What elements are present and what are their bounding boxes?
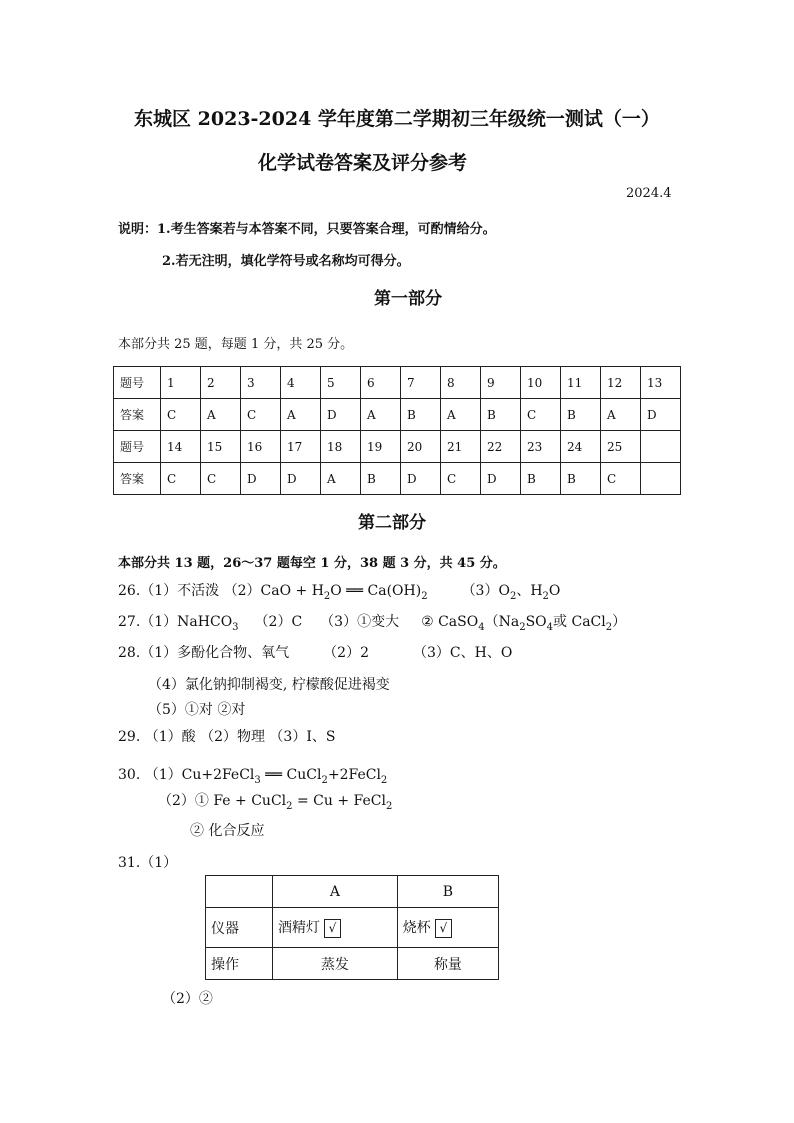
table-cell [206, 876, 273, 908]
instrument-a: 酒精灯 [278, 920, 320, 937]
part-two-intro: 本部分共 13 题，26～37 题每空 1 分，38 题 3 分，共 45 分。 [118, 556, 506, 571]
table-cell: B [561, 463, 601, 495]
table-cell: 23 [521, 431, 561, 463]
table-cell: 称量 [397, 948, 498, 980]
table-cell: 15 [201, 431, 241, 463]
table-cell: 10 [521, 367, 561, 399]
table-cell: D [321, 399, 361, 431]
answer-text: 30. （1）Cu+2FeCl [118, 767, 255, 783]
table-cell: C [521, 399, 561, 431]
answer-31-2: （2）② [162, 991, 213, 1007]
part-one-intro: 本部分共 25 题，每题 1 分，共 25 分。 [118, 337, 354, 352]
table-cell: A [361, 399, 401, 431]
table-row [206, 876, 499, 908]
table-cell: C [241, 399, 281, 431]
subscript: 2 [421, 590, 428, 602]
answer-text: 26.（1）不活泼 （2）CaO + H [118, 583, 324, 599]
table-cell: D [241, 463, 281, 495]
answer-27 [118, 611, 626, 633]
answer-30-2 [158, 790, 392, 812]
answer-30-1 [118, 764, 387, 786]
table-cell: 题号 [114, 431, 161, 463]
subscript: 2 [605, 621, 613, 633]
table-cell: B [481, 399, 521, 431]
answer-text: （2）C [254, 614, 303, 630]
table-cell: 24 [561, 431, 601, 463]
answer-text: 27.（1）NaHCO [118, 614, 233, 630]
subscript: 2 [385, 800, 393, 812]
table-cell: B [521, 463, 561, 495]
answer-text: ② CaSO [421, 614, 479, 630]
table-cell [641, 463, 681, 495]
answer-text: 28.（1）多酚化合物、氧气 [118, 645, 290, 661]
subscript: 2 [323, 590, 331, 602]
answer-28-4: （4）氯化钠抑制褐变, 柠檬酸促进褐变 [148, 677, 390, 693]
table-cell: D [641, 399, 681, 431]
table-row [114, 367, 681, 399]
table-cell: A [601, 399, 641, 431]
answer-text: （Na [484, 614, 520, 630]
table-cell: 16 [241, 431, 281, 463]
answer-28 [118, 642, 512, 662]
answer-text: O [548, 583, 561, 599]
table-cell: 2 [201, 367, 241, 399]
table-cell: C [201, 463, 241, 495]
table-cell: 题号 [114, 367, 161, 399]
table-cell: C [161, 399, 201, 431]
table-cell [273, 908, 398, 948]
table-cell [641, 431, 681, 463]
table-cell: A [273, 876, 398, 908]
table-row [114, 399, 681, 431]
table-cell: 13 [641, 367, 681, 399]
table-cell: 18 [321, 431, 361, 463]
note-line-2: 2.若无注明，填化学符号或名称均可得分。 [162, 254, 410, 269]
subscript: 2 [380, 774, 388, 786]
instrument-b: 烧杯 [402, 920, 431, 937]
table-cell: B [401, 399, 441, 431]
table-cell [397, 908, 498, 948]
part-two-heading: 第二部分 [358, 513, 426, 533]
table-cell: 3 [241, 367, 281, 399]
table-cell: D [281, 463, 321, 495]
table-cell: 22 [481, 431, 521, 463]
table-cell: 21 [441, 431, 481, 463]
table-cell: A [441, 399, 481, 431]
table-row [206, 908, 499, 948]
table-cell: C [441, 463, 481, 495]
subscript: 3 [232, 621, 239, 633]
table-row [206, 948, 499, 980]
date-label: 2024.4 [626, 186, 672, 201]
answer-text: ） [612, 614, 627, 630]
table-cell: 蒸发 [273, 948, 398, 980]
table-cell: D [401, 463, 441, 495]
answer-text: （2）2 [323, 645, 369, 661]
table-cell: B [361, 463, 401, 495]
answer-text: 、H [516, 583, 543, 599]
subscript: 4 [478, 621, 485, 633]
table-cell: 7 [401, 367, 441, 399]
table-cell: B [561, 399, 601, 431]
answer-table [113, 366, 681, 495]
answer-30-3: ② 化合反应 [190, 823, 265, 839]
table-cell: 25 [601, 431, 641, 463]
table-cell: A [281, 399, 321, 431]
table-cell: 11 [561, 367, 601, 399]
subscript: 2 [509, 590, 517, 602]
answer-text: （3）①变大 [320, 614, 400, 630]
table-cell: 9 [481, 367, 521, 399]
table-cell: 17 [281, 431, 321, 463]
table-cell: 5 [321, 367, 361, 399]
table-row [114, 463, 681, 495]
experiment-table [205, 875, 499, 980]
table-cell: C [601, 463, 641, 495]
page-subtitle: 化学试卷答案及评分参考 [258, 152, 468, 174]
table-cell: 8 [441, 367, 481, 399]
table-cell: 20 [401, 431, 441, 463]
answer-text: 或 CaCl [553, 614, 606, 630]
answer-26 [118, 580, 560, 602]
table-row [114, 431, 681, 463]
answer-text: +2FeCl [327, 767, 381, 783]
table-cell: C [161, 463, 201, 495]
table-cell: A [321, 463, 361, 495]
subscript: 4 [546, 621, 554, 633]
table-cell: 答案 [114, 399, 161, 431]
subscript: 3 [254, 774, 261, 786]
table-cell: 14 [161, 431, 201, 463]
answer-31-label: 31.（1） [118, 855, 178, 871]
table-cell: D [481, 463, 521, 495]
answer-text: = Cu + FeCl [292, 793, 386, 809]
table-cell: 19 [361, 431, 401, 463]
answer-28-5: （5）①对 ②对 [148, 702, 246, 718]
answer-text: （3）O [461, 583, 510, 599]
answer-text: （2）① Fe + CuCl [158, 793, 287, 809]
table-cell: A [201, 399, 241, 431]
subscript: 2 [286, 800, 293, 812]
answer-text: SO [525, 614, 547, 630]
subscript: 2 [542, 590, 549, 602]
note-line-1: 说明：1.考生答案若与本答案不同，只要答案合理，可酌情给分。 [118, 222, 496, 237]
answer-text: O ══ Ca(OH) [330, 583, 422, 599]
answer-29: 29. （1）酸 （2）物理 （3）I、S [118, 729, 336, 745]
table-cell: 6 [361, 367, 401, 399]
page-title: 东城区 2023-2024 学年度第二学期初三年级统一测试（一） [134, 108, 660, 130]
table-cell: 答案 [114, 463, 161, 495]
part-one-heading: 第一部分 [374, 289, 442, 309]
table-cell: 4 [281, 367, 321, 399]
checkmark-icon: √ [324, 919, 341, 938]
checkmark-icon: √ [435, 919, 452, 938]
answer-text: （3）C、H、O [413, 645, 513, 661]
table-cell: 仪器 [206, 908, 273, 948]
table-cell: 操作 [206, 948, 273, 980]
subscript: 2 [321, 774, 328, 786]
table-cell: 1 [161, 367, 201, 399]
table-cell: 12 [601, 367, 641, 399]
answer-text: ══ CuCl [260, 767, 322, 783]
subscript: 2 [519, 621, 526, 633]
table-cell: B [397, 876, 498, 908]
